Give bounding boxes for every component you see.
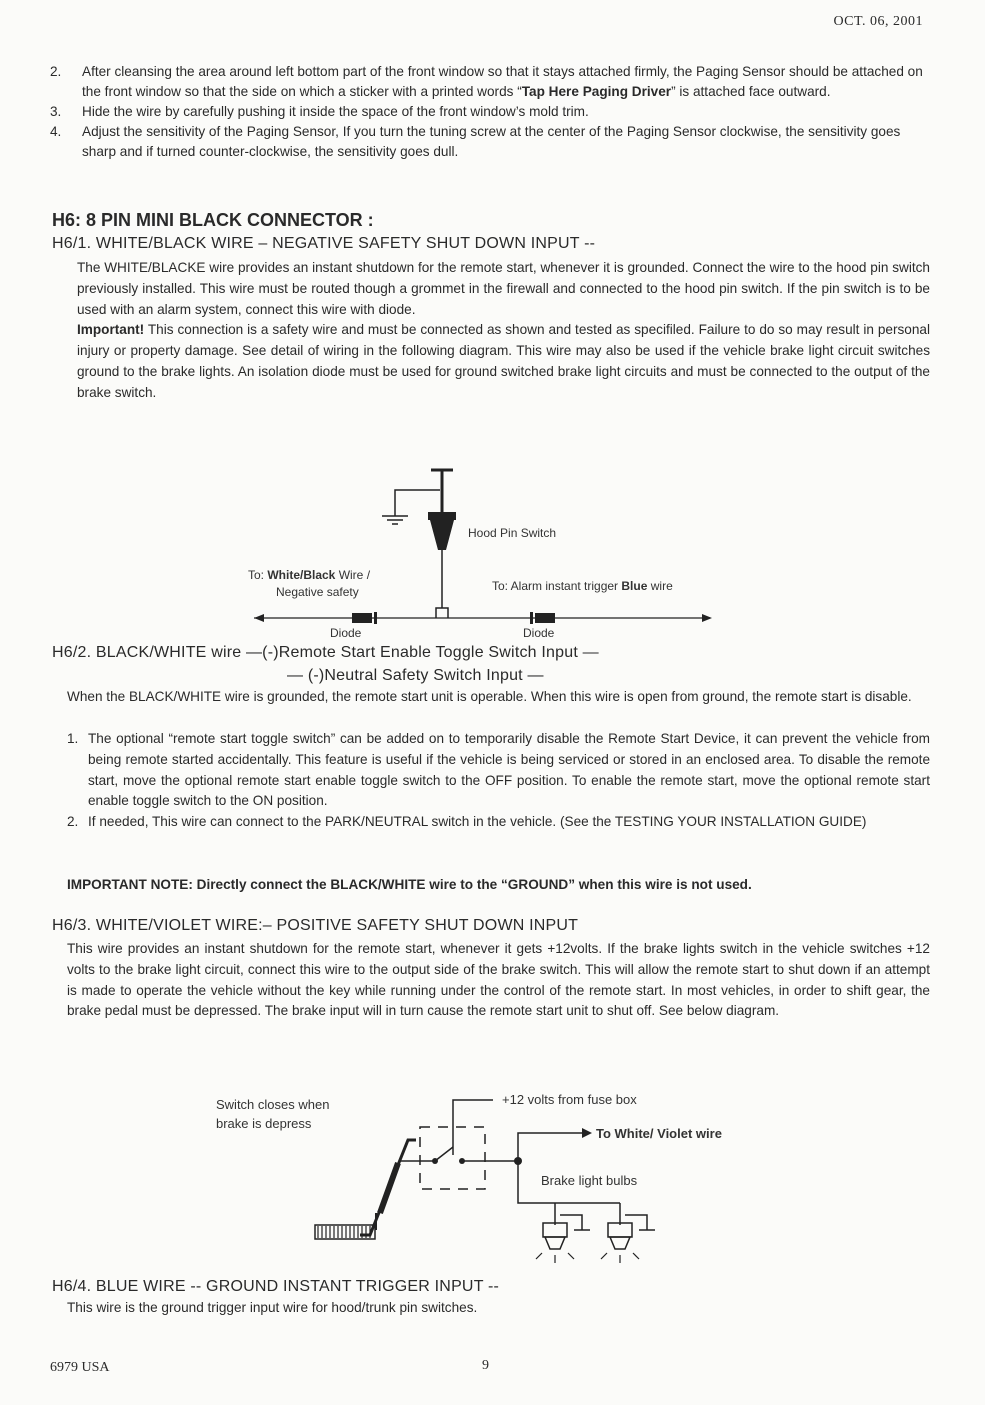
brake-bulb-icon	[543, 1223, 567, 1237]
intro-list	[50, 62, 930, 162]
item-text-part: ” is attached face outward.	[671, 84, 831, 99]
item-text: The optional “remote start toggle switch” can be added on to temporarily disable the Remote Start Device, it can prevent the vehicle from being remote started accidentally. This feature is useful if the vehicle is being serviced or stored in an enclosed area. To disable the remote start, move the optional remote start enable toggle switch to the OFF position. To enable the remote start, move the optional remote start enable toggle switch to the ON position.	[88, 731, 930, 809]
subsection-heading: H6/2. BLACK/WHITE wire —(-)Remote Start Enable Toggle Switch Input —	[52, 644, 599, 661]
item-text: Adjust the sensitivity of the Paging Sensor, If you turn the tuning screw at the center of the Paging Sensor clockwise, the sensitivity goes sharp and if turned counter-clockwise, the sensitivity goes dull.	[82, 124, 901, 159]
paragraph: When the BLACK/WHITE wire is grounded, the remote start unit is operable. When this wire is open from ground, the remote start is disable.	[67, 689, 912, 704]
numbered-list	[67, 729, 930, 833]
paragraph-text: The WHITE/BLACKE wire provides an instant shutdown for the remote start, whenever it is grounded. Connect the wire to the hood pin switch previously installed. This wire must be routed though a grommet in the firewall and connected to the hood pin switch. If the pin switch is to be used with an alarm system, connect this wire with diode.	[77, 260, 930, 317]
switch-closes-label: Switch closes when	[216, 1097, 330, 1112]
document-date: OCT. 06, 2001	[833, 14, 923, 29]
item-number: 1.	[67, 731, 79, 746]
subsection-heading: H6/1. WHITE/BLACK WIRE – NEGATIVE SAFETY SHUT DOWN INPUT --	[52, 235, 596, 252]
blue-wire-label: To: Alarm instant trigger Blue wire	[492, 579, 673, 593]
fuse-box-label: +12 volts from fuse box	[502, 1092, 637, 1107]
item-number: 2.	[67, 814, 79, 830]
item-number: 4.	[50, 124, 62, 139]
diode-right-label: Diode	[523, 626, 555, 640]
diode-left-icon	[352, 613, 372, 623]
list-item	[50, 122, 930, 162]
item-text: Hide the wire by carefully pushing it inside the space of the front window’s mold trim.	[82, 104, 589, 119]
subsection-heading: H6/3. WHITE/VIOLET WIRE:– POSITIVE SAFETY SHUT DOWN INPUT	[52, 917, 579, 934]
paragraph-text: This connection is a safety wire and must be connected as shown and tested as specifiled. Failure to do so may result in personal injury or property damage. See detail of wiring in the following diagram. This wire may also be used if the vehicle brake light circuit switches ground to the brake lights. An isolation diode must be used for ground switched brake light circuits and must be connected to the output of the brake switch.	[77, 322, 930, 400]
list-item	[67, 812, 930, 833]
hood-pin-switch-diagram	[230, 460, 750, 645]
list-item	[67, 729, 930, 812]
subsection-heading: H6/4. BLUE WIRE -- GROUND INSTANT TRIGGER INPUT --	[52, 1278, 500, 1295]
important-note: IMPORTANT NOTE: Directly connect the BLACK/WHITE wire to the “GROUND” when this wire is not used.	[67, 877, 752, 892]
paragraph: This wire is the ground trigger input wire for hood/trunk pin switches.	[67, 1300, 478, 1315]
section-title: H6: 8 PIN MINI BLACK CONNECTOR :	[52, 210, 374, 230]
page-number: 9	[482, 1358, 489, 1373]
important-label: Important!	[77, 322, 145, 338]
brake-bulb-icon	[608, 1223, 632, 1237]
item-number: 2.	[50, 64, 62, 79]
item-number: 3.	[50, 104, 62, 119]
brake-depress-label: brake is depress	[216, 1116, 312, 1131]
item-text: If needed, This wire can connect to the PARK/NEUTRAL switch in the vehicle. (See the TESTING YOUR INSTALLATION GUIDE)	[88, 814, 867, 830]
white-violet-label: To White/ Violet wire	[596, 1126, 722, 1141]
paragraph: This wire provides an instant shutdown for the remote start, whenever it gets +12volts. If the brake lights switch in the vehicle switches +12 volts to the brake light circuit, connect this wire to the output side of the brake switch. This will allow the remote start to shut down if an attempt is made to operate the vehicle without the key while running under the control of the remote start. In most vehicles, in order to shift gear, the brake pedal must be depressed. The brake input will in turn cause the remote start unit to shut off. See below diagram.	[67, 941, 930, 1019]
item-text-part: After cleansing the area around left bottom part of the front window so that it stays attached firmly, the Paging Sensor should be attached on the front window so that the side on which a sticker with a printed words “	[82, 64, 923, 99]
white-black-label: To: White/Black Wire /	[248, 568, 371, 582]
brake-bulbs-label: Brake light bulbs	[541, 1173, 638, 1188]
negative-safety-label: Negative safety	[276, 585, 359, 599]
list-item	[50, 102, 930, 122]
paragraph	[77, 258, 930, 404]
list-item	[50, 62, 930, 102]
diode-left-label: Diode	[330, 626, 362, 640]
diode-right-icon	[530, 612, 533, 624]
item-text-bold: Tap Here Paging Driver	[521, 84, 672, 99]
hood-pin-switch-body	[430, 520, 454, 550]
footer-code: 6979 USA	[50, 1360, 110, 1375]
brake-switch-diagram	[210, 1085, 770, 1280]
subsection-heading-line2: — (-)Neutral Safety Switch Input —	[287, 667, 544, 684]
hood-pin-label: Hood Pin Switch	[468, 526, 557, 540]
item-text	[82, 62, 930, 102]
